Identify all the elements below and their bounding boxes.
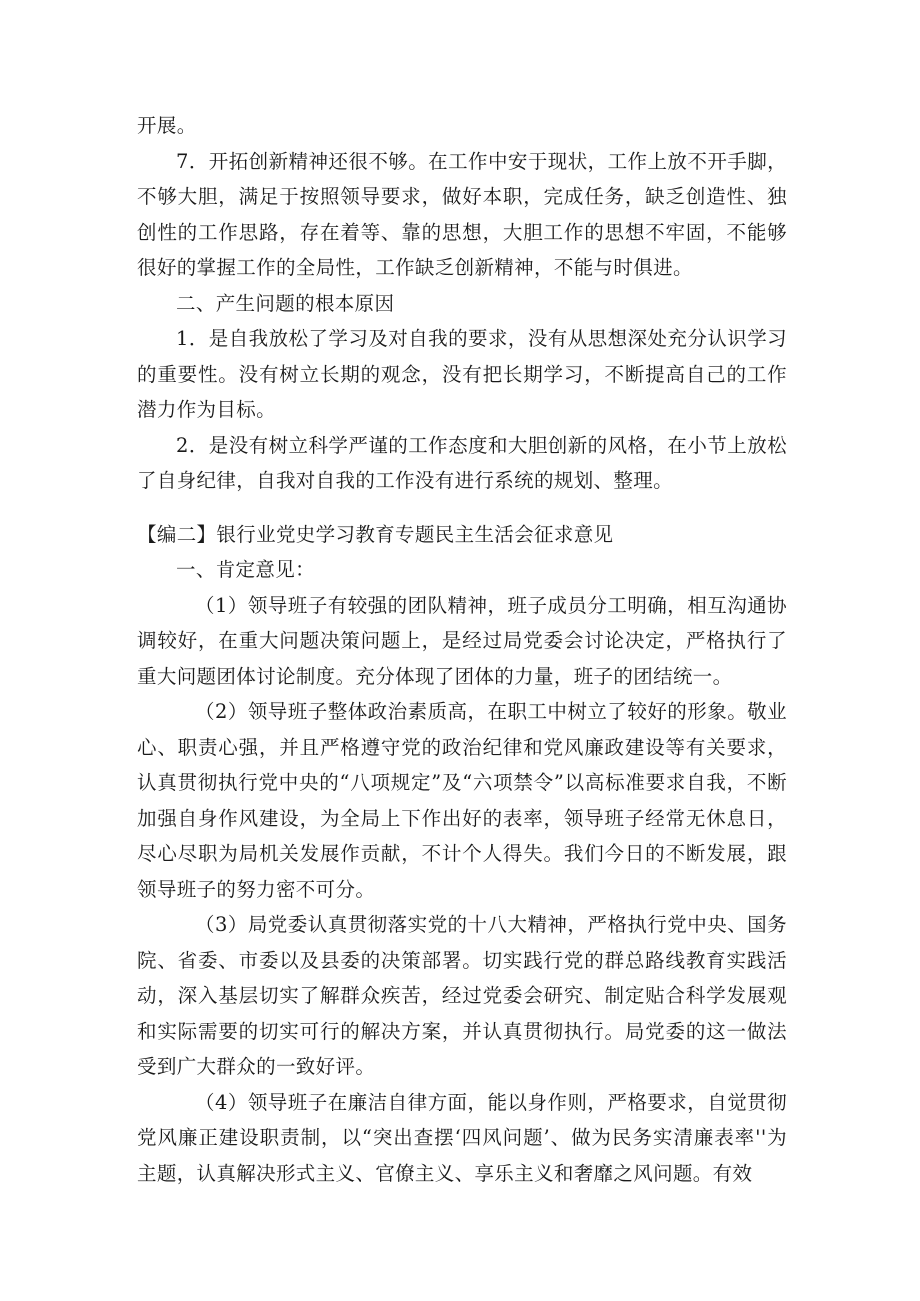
document-page bbox=[137, 108, 787, 1191]
section-title: 【编二】银行业党史学习教育专题民主生活会征求意见 bbox=[137, 522, 614, 546]
paragraph-item-7: 7．开拓创新精神还很不够。在工作中安于现状，工作上放不开手脚，不够大胆，满足于按照领导要求，做好本职，完成任务，缺乏创造性、独创性的工作思路，存在着等、靠的思想，大胆工作的思想不牢固，不能够很好的掌握工作的全局性，工作缺乏创新精神，不能与时俱进。 bbox=[137, 149, 787, 279]
heading-root-causes: 二、产生问题的根本原因 bbox=[176, 291, 395, 315]
heading-positive-opinions: 一、肯定意见： bbox=[176, 558, 315, 581]
paragraph-positive-1: （1）领导班子有较强的团队精神，班子成员分工明确，相互沟通协调较好，在重大问题决策问题上，是经过局党委会讨论决定，严格执行了重大问题团体讨论制度。充分体现了团体的力量，班子的团结统一。 bbox=[137, 593, 787, 688]
paragraph-positive-3: （3）局党委认真贯彻落实党的十八大精神，严格执行党中央、国务院、省委、市委以及县委的决策部署。切实践行党的群总路线教育实践活动，深入基层切实了解群众疾苦，经过党委会研究、制定贴合科学发展观和实际需要的切实可行的解决方案，并认真贯彻执行。局党委的这一做法受到广大群众的一致好评。 bbox=[137, 913, 787, 1078]
section-gap bbox=[137, 499, 787, 517]
paragraph-continued: 开展。 bbox=[137, 114, 197, 137]
paragraph-positive-4: （4）领导班子在廉洁自律方面，能以身作则，严格要求，自觉贯彻党风廉正建设职责制，以“突出查摆‘四风问题’、做为民务实清廉表率''为主题，认真解决形式主义、官僚主义、享乐主义和奢靡之风问题。有效 bbox=[137, 1090, 787, 1185]
paragraph-cause-1: 1．是自我放松了学习及对自我的要求，没有从思想深处充分认识学习的重要性。没有树立长期的观念，没有把长期学习，不断提高自己的工作潜力作为目标。 bbox=[137, 327, 787, 421]
paragraph-cause-2: 2．是没有树立科学严谨的工作态度和大胆创新的风格，在小节上放松了自身纪律，自我对自我的工作没有进行系统的规划、整理。 bbox=[137, 433, 787, 492]
paragraph-positive-2: （2）领导班子整体政治素质高，在职工中树立了较好的形象。敬业心、职责心强，并且严格遵守党的政治纪律和党风廉政建设等有关要求，认真贯彻执行党中央的“八项规定”及“六项禁令”以高标准要求自我，不断加强自身作风建设，为全局上下作出好的表率，领导班子经常无休息日，尽心尽职为局机关发展作贡献，不计个人得失。我们今日的不断发展，跟领导班子的努力密不可分。 bbox=[137, 700, 787, 901]
